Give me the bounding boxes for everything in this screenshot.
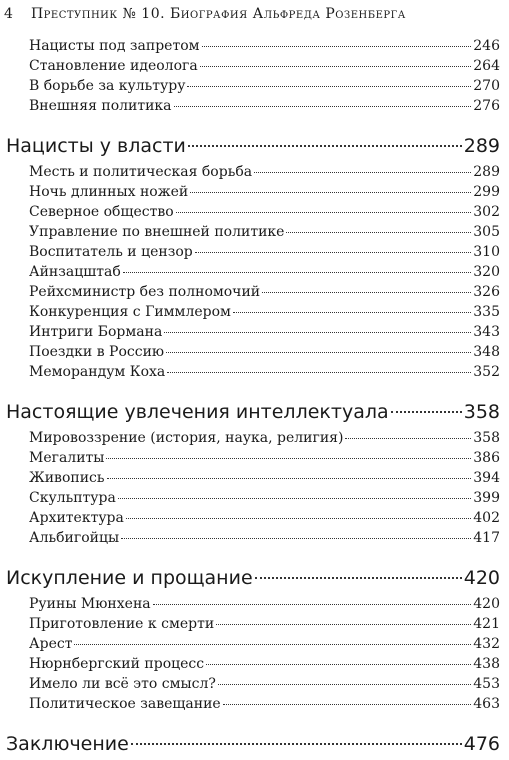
entry-title: Имело ли всё это смысл? [29, 676, 216, 692]
entry-title: Архитектура [29, 510, 124, 526]
entry-page: 421 [473, 616, 500, 632]
dot-leader [118, 498, 471, 499]
entry-title: Месть и политическая борьба [29, 164, 253, 180]
dot-leader [223, 704, 472, 705]
entry-page: 335 [473, 304, 500, 320]
chapter-heading[interactable] [6, 728, 500, 760]
entry-page: 299 [473, 184, 500, 200]
entry-title: Нюрнбергский процесс [29, 656, 205, 672]
entry-page: 453 [473, 676, 500, 692]
entry-title: Рейхсминистр без полномочий [29, 284, 261, 300]
toc-entry[interactable] [29, 342, 500, 362]
dot-leader [345, 438, 471, 439]
dot-leader [187, 86, 471, 87]
dot-leader [255, 577, 462, 579]
dot-leader [190, 192, 471, 193]
dot-leader [216, 624, 471, 625]
entry-title: Арест [29, 636, 73, 652]
dot-leader [202, 46, 472, 47]
dot-leader [126, 518, 471, 519]
toc-entry[interactable] [29, 634, 500, 654]
toc-entry[interactable] [29, 322, 500, 342]
dot-leader [206, 664, 471, 665]
toc-entry[interactable] [29, 96, 500, 116]
toc-entry[interactable] [29, 182, 500, 202]
dot-leader [131, 743, 462, 745]
entry-title: Айнзацштаб [29, 264, 121, 280]
chapter-section [6, 562, 500, 714]
dot-leader [254, 172, 471, 173]
toc-entry[interactable] [29, 508, 500, 528]
entry-page: 246 [473, 38, 500, 54]
running-head [4, 6, 504, 22]
entry-page: 264 [473, 58, 500, 74]
chapter-title: Настоящие увлечения интеллектуала [6, 401, 389, 423]
entry-title: Меморандум Коха [29, 364, 166, 380]
dot-leader [176, 212, 472, 213]
toc-entry[interactable] [29, 448, 500, 468]
dot-leader [286, 232, 471, 233]
entry-title: Становление идеолога [29, 58, 198, 74]
entry-title: Мегалиты [29, 450, 105, 466]
dot-leader [391, 411, 462, 413]
entry-title: Скульптура [29, 490, 116, 506]
entry-title: Руины Мюнхена [29, 596, 151, 612]
entry-page: 302 [473, 204, 500, 220]
entry-title: Мировоззрение (история, наука, религия) [29, 430, 344, 446]
entry-page: 432 [473, 636, 500, 652]
dot-leader [123, 272, 471, 273]
dot-leader [167, 372, 471, 373]
toc-entry[interactable] [29, 242, 500, 262]
toc-entry[interactable] [29, 76, 500, 96]
entry-title: Альбигойцы [29, 530, 120, 546]
entry-page: 402 [473, 510, 500, 526]
chapter-title: Нацисты у власти [6, 135, 186, 157]
dot-leader [218, 684, 471, 685]
toc-entry[interactable] [29, 56, 500, 76]
toc-entry[interactable] [29, 528, 500, 548]
entry-title: Ночь длинных ножей [29, 184, 189, 200]
entry-page: 320 [473, 264, 500, 280]
entry-page: 394 [473, 470, 500, 486]
entry-page: 310 [473, 244, 500, 260]
toc-entry[interactable] [29, 428, 500, 448]
entry-title: Политическое завещание [29, 696, 221, 712]
entry-page: 420 [473, 596, 500, 612]
entry-title: Управление по внешней политике [29, 224, 285, 240]
toc-entry[interactable] [29, 614, 500, 634]
entry-page: 417 [473, 530, 500, 546]
dot-leader [188, 145, 462, 147]
dot-leader [164, 332, 471, 333]
dot-leader [121, 538, 471, 539]
dot-leader [200, 66, 472, 67]
entry-page: 348 [473, 344, 500, 360]
entry-title: Приготовление к смерти [29, 616, 215, 632]
entry-page: 305 [473, 224, 500, 240]
chapter-title: Заключение [6, 733, 129, 755]
toc-entry[interactable] [29, 282, 500, 302]
entry-page: 358 [473, 430, 500, 446]
dot-leader [107, 478, 472, 479]
toc-entry[interactable] [29, 222, 500, 242]
toc-entry[interactable] [29, 302, 500, 322]
chapter-section [6, 130, 500, 382]
entry-page: 326 [473, 284, 500, 300]
toc-entry[interactable] [29, 594, 500, 614]
entry-title: Живопись [29, 470, 105, 486]
toc-entry[interactable] [29, 654, 500, 674]
entry-title: Воспитатель и цензор [29, 244, 193, 260]
toc-entry[interactable] [29, 162, 500, 182]
intro-section [6, 36, 500, 116]
running-title: Преступник № 10. Биография Альфреда Розенберга [30, 6, 406, 22]
entry-title: Конкуренция с Гиммлером [29, 304, 231, 320]
entry-page: 386 [473, 450, 500, 466]
dot-leader [233, 312, 471, 313]
entry-title: Внешняя политика [29, 98, 172, 114]
chapter-page: 358 [463, 401, 500, 423]
chapter-page: 420 [463, 567, 500, 589]
entry-title: Поездки в Россию [29, 344, 165, 360]
dot-leader [153, 604, 472, 605]
table-of-contents [6, 36, 500, 760]
dot-leader [174, 106, 472, 107]
dot-leader [195, 252, 472, 253]
entry-title: Нацисты под запретом [29, 38, 200, 54]
dot-leader [74, 644, 471, 645]
chapter-heading[interactable] [6, 130, 500, 162]
chapter-heading[interactable] [6, 562, 500, 594]
toc-entry[interactable] [29, 674, 500, 694]
entry-page: 343 [473, 324, 500, 340]
chapter-section [6, 396, 500, 548]
toc-entry[interactable] [29, 262, 500, 282]
chapter-section [6, 728, 500, 760]
chapter-page: 289 [463, 135, 500, 157]
entry-title: Северное общество [29, 204, 174, 220]
entry-page: 270 [473, 78, 500, 94]
entry-page: 399 [473, 490, 500, 506]
entry-title: В борьбе за культуру [29, 78, 186, 94]
entry-page: 463 [473, 696, 500, 712]
toc-entry[interactable] [29, 694, 500, 714]
entry-page: 352 [473, 364, 500, 380]
page-number: 4 [4, 6, 14, 22]
entry-page: 438 [473, 656, 500, 672]
chapter-title: Искупление и прощание [6, 567, 253, 589]
chapter-page: 476 [463, 733, 500, 755]
entry-title: Интриги Бормана [29, 324, 163, 340]
toc-entry[interactable] [29, 488, 500, 508]
toc-entry[interactable] [29, 202, 500, 222]
toc-entry[interactable] [29, 36, 500, 56]
toc-entry[interactable] [29, 468, 500, 488]
entry-page: 276 [473, 98, 500, 114]
entry-page: 289 [473, 164, 500, 180]
dot-leader [262, 292, 471, 293]
chapter-heading[interactable] [6, 396, 500, 428]
toc-entry[interactable] [29, 362, 500, 382]
dot-leader [106, 458, 471, 459]
dot-leader [166, 352, 471, 353]
